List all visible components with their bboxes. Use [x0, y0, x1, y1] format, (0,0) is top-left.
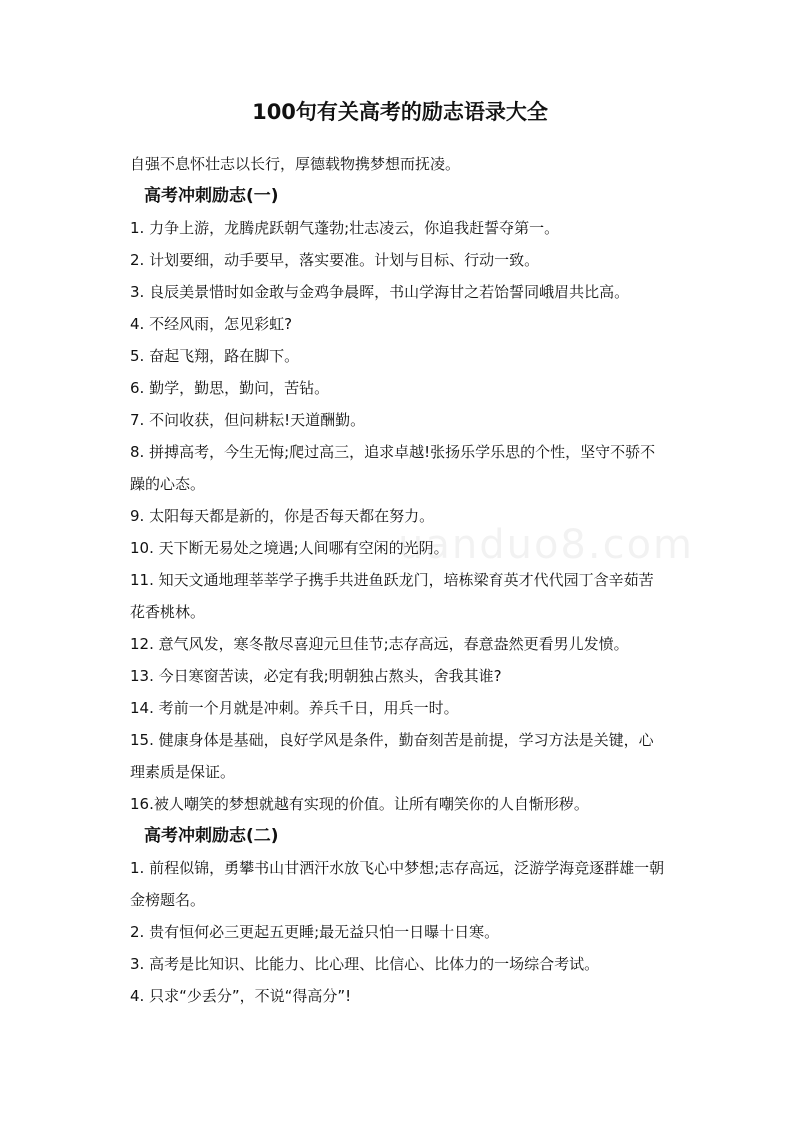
text-line: 躁的心态。: [130, 475, 206, 493]
text-line: 13. 今日寒窗苦读，必定有我;明朝独占熬头，舍我其谁?: [130, 667, 502, 685]
text-line: 5. 奋起飞翔，路在脚下。: [130, 347, 300, 365]
text-line: 9. 太阳每天都是新的，你是否每天都在努力。: [130, 507, 435, 525]
text-line: 3. 良辰美景惜时如金敢与金鸡争晨晖，书山学海甘之若饴誓同峨眉共比高。: [130, 283, 630, 301]
text-line: 4. 只求“少丢分”，不说“得高分”!: [130, 987, 352, 1005]
text-line: 花香桃林。: [130, 603, 206, 621]
section-heading-1: 高考冲刺励志(一): [144, 186, 279, 206]
text-line: 3. 高考是比知识、比能力、比心理、比信心、比体力的一场综合考试。: [130, 955, 600, 973]
text-line: 16.被人嘲笑的梦想就越有实现的价值。让所有嘲笑你的人自惭形秽。: [130, 795, 589, 813]
text-line: 8. 拼搏高考，今生无悔;爬过高三，追求卓越!张扬乐学乐思的个性，坚守不骄不: [130, 443, 656, 461]
text-line: 7. 不问收获，但问耕耘!天道酬勤。: [130, 411, 366, 429]
text-line: 2. 计划要细，动手要早，落实要准。计划与目标、行动一致。: [130, 251, 540, 269]
section-heading-2: 高考冲刺励志(二): [144, 826, 279, 846]
text-line: 1. 前程似锦，勇攀书山甘洒汗水放飞心中梦想;志存高远，泛游学海竞逐群雄一朝: [130, 859, 665, 877]
text-line: 1. 力争上游，龙腾虎跃朝气蓬勃;壮志凌云，你追我赶誓夺第一。: [130, 219, 560, 237]
document-body: [130, 148, 695, 1012]
text-line: 15. 健康身体是基础，良好学风是条件，勤奋刻苦是前提，学习方法是关键，心: [130, 731, 654, 749]
page-title: 100句有关高考的励志语录大全: [252, 100, 548, 124]
text-line: 4. 不经风雨，怎见彩虹?: [130, 315, 293, 333]
text-line: 10. 天下断无易处之境遇;人间哪有空闲的光阴。: [130, 539, 449, 557]
text-line: 11. 知天文通地理莘莘学子携手共进鱼跃龙门，培栋梁育英才代代园丁含辛茹苦: [130, 571, 654, 589]
intro-line: 自强不息怀壮志以长行，厚德载物携梦想而抚凌。: [130, 155, 461, 173]
text-line: 理素质是保证。: [130, 763, 236, 781]
text-line: 金榜题名。: [130, 891, 206, 909]
text-line: 2. 贵有恒何必三更起五更睡;最无益只怕一日曝十日寒。: [130, 923, 500, 941]
watermark: uanduo8.com: [398, 522, 695, 568]
text-line: 6. 勤学，勤思，勤问，苦钻。: [130, 379, 330, 397]
text-line: 14. 考前一个月就是冲刺。养兵千日，用兵一时。: [130, 699, 459, 717]
text-line: 12. 意气风发，寒冬散尽喜迎元旦佳节;志存高远，春意盎然更看男儿发愤。: [130, 635, 629, 653]
